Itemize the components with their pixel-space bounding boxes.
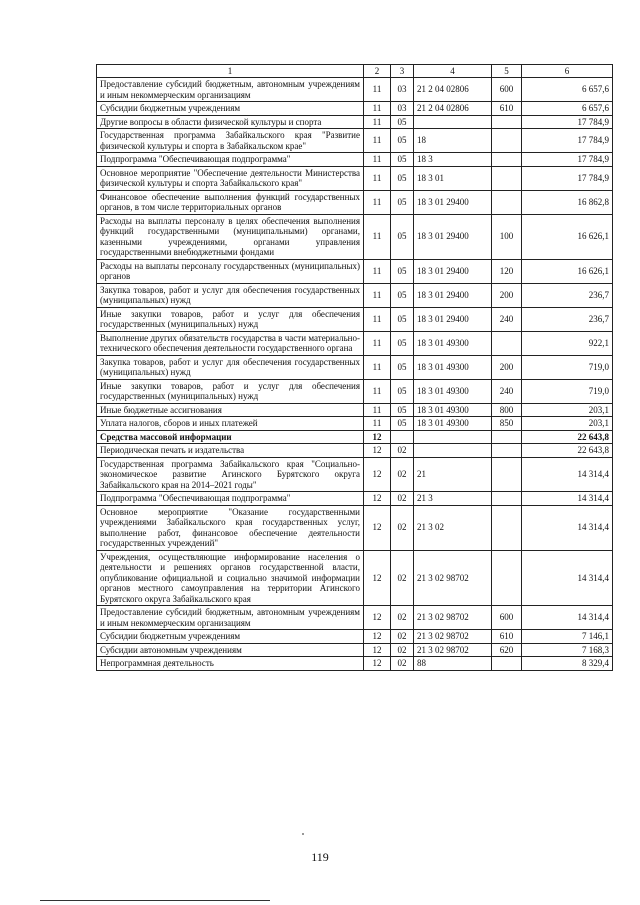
cell-section: 11 bbox=[364, 355, 391, 379]
cell-section: 11 bbox=[364, 153, 391, 167]
cell-subsection: 05 bbox=[391, 355, 414, 379]
cell-name: Предоставление субсидий бюджетным, автономным учреждениям и иным некоммерческим организациям bbox=[97, 606, 364, 630]
column-header: 5 bbox=[492, 65, 522, 78]
cell-target-article: 18 3 01 bbox=[414, 166, 492, 190]
cell-expense-type: 200 bbox=[492, 355, 522, 379]
cell-section: 12 bbox=[364, 457, 391, 492]
table-row bbox=[97, 430, 613, 444]
cell-name: Средства массовой информации bbox=[97, 430, 364, 444]
cell-name: Иные бюджетные ассигнования bbox=[97, 403, 364, 417]
cell-expense-type: 120 bbox=[492, 259, 522, 283]
header-row bbox=[97, 65, 613, 78]
cell-section: 12 bbox=[364, 606, 391, 630]
cell-subsection: 05 bbox=[391, 153, 414, 167]
cell-target-article: 18 3 bbox=[414, 153, 492, 167]
table-row bbox=[97, 505, 613, 550]
table-row bbox=[97, 457, 613, 492]
table-row bbox=[97, 657, 613, 671]
cell-subsection: 02 bbox=[391, 657, 414, 671]
cell-target-article: 18 3 01 49300 bbox=[414, 355, 492, 379]
cell-subsection: 05 bbox=[391, 129, 414, 153]
footer-rule bbox=[40, 900, 270, 901]
cell-name: Расходы на выплаты персоналу государственных (муниципальных) органов bbox=[97, 259, 364, 283]
table-row bbox=[97, 331, 613, 355]
cell-section: 12 bbox=[364, 430, 391, 444]
table-row bbox=[97, 606, 613, 630]
table-row bbox=[97, 166, 613, 190]
table-row bbox=[97, 643, 613, 657]
cell-expense-type bbox=[492, 129, 522, 153]
cell-expense-type: 620 bbox=[492, 643, 522, 657]
cell-section: 11 bbox=[364, 214, 391, 259]
cell-section: 11 bbox=[364, 102, 391, 116]
cell-name: Субсидии бюджетным учреждениям bbox=[97, 630, 364, 644]
table-row bbox=[97, 444, 613, 458]
cell-amount: 16 626,1 bbox=[522, 214, 613, 259]
column-header: 2 bbox=[364, 65, 391, 78]
cell-target-article: 18 3 01 49300 bbox=[414, 379, 492, 403]
cell-section: 11 bbox=[364, 283, 391, 307]
cell-expense-type bbox=[492, 505, 522, 550]
budget-table bbox=[96, 64, 613, 671]
cell-name: Финансовое обеспечение выполнения функций государственных органов, в том числе территориальных органов bbox=[97, 190, 364, 214]
cell-amount: 8 329,4 bbox=[522, 657, 613, 671]
cell-expense-type bbox=[492, 166, 522, 190]
cell-name: Основное мероприятие "Обеспечение деятельности Министерства физической культуры и спорта Забайкальского края" bbox=[97, 166, 364, 190]
cell-target-article: 18 3 01 29400 bbox=[414, 214, 492, 259]
cell-subsection: 05 bbox=[391, 214, 414, 259]
cell-target-article: 18 3 01 29400 bbox=[414, 190, 492, 214]
cell-name: Другие вопросы в области физической культуры и спорта bbox=[97, 115, 364, 129]
cell-subsection: 02 bbox=[391, 457, 414, 492]
cell-amount: 7 168,3 bbox=[522, 643, 613, 657]
cell-expense-type bbox=[492, 430, 522, 444]
cell-subsection: 05 bbox=[391, 403, 414, 417]
cell-subsection: 05 bbox=[391, 331, 414, 355]
cell-subsection: 05 bbox=[391, 115, 414, 129]
cell-subsection: 05 bbox=[391, 307, 414, 331]
cell-expense-type: 240 bbox=[492, 379, 522, 403]
column-header: 6 bbox=[522, 65, 613, 78]
table-row bbox=[97, 550, 613, 606]
cell-amount: 14 314,4 bbox=[522, 505, 613, 550]
cell-target-article: 18 bbox=[414, 129, 492, 153]
cell-name: Подпрограмма "Обеспечивающая подпрограмма" bbox=[97, 153, 364, 167]
cell-amount: 14 314,4 bbox=[522, 492, 613, 506]
table-row bbox=[97, 214, 613, 259]
cell-expense-type: 850 bbox=[492, 417, 522, 431]
cell-target-article: 88 bbox=[414, 657, 492, 671]
scan-dot bbox=[302, 833, 304, 835]
cell-amount: 16 626,1 bbox=[522, 259, 613, 283]
cell-amount: 16 862,8 bbox=[522, 190, 613, 214]
cell-amount: 22 643,8 bbox=[522, 430, 613, 444]
cell-name: Основное мероприятие "Оказание государственными учреждениями Забайкальского края государственных услуг, выполнение работ, финансовое обеспечение деятельности государственных учреждений" bbox=[97, 505, 364, 550]
cell-target-article bbox=[414, 444, 492, 458]
table-body bbox=[97, 78, 613, 671]
cell-subsection: 05 bbox=[391, 283, 414, 307]
cell-expense-type: 800 bbox=[492, 403, 522, 417]
cell-amount: 6 657,6 bbox=[522, 78, 613, 102]
table-row bbox=[97, 102, 613, 116]
cell-expense-type bbox=[492, 190, 522, 214]
cell-name: Учреждения, осуществляющие информирование населения о деятельности и решениях органов государственной власти, опубликование официальной и социально значимой информации органов местного самоуправления на территории Агинского Бурятского округа Забайкальского края bbox=[97, 550, 364, 606]
cell-section: 11 bbox=[364, 259, 391, 283]
cell-subsection: 02 bbox=[391, 630, 414, 644]
cell-expense-type bbox=[492, 331, 522, 355]
cell-section: 11 bbox=[364, 417, 391, 431]
cell-expense-type bbox=[492, 444, 522, 458]
cell-target-article: 21 bbox=[414, 457, 492, 492]
cell-subsection: 02 bbox=[391, 550, 414, 606]
cell-amount: 14 314,4 bbox=[522, 457, 613, 492]
cell-target-article: 21 3 02 98702 bbox=[414, 606, 492, 630]
cell-target-article: 18 3 01 49300 bbox=[414, 403, 492, 417]
cell-target-article: 18 3 01 49300 bbox=[414, 417, 492, 431]
cell-name: Непрограммная деятельность bbox=[97, 657, 364, 671]
cell-expense-type: 600 bbox=[492, 78, 522, 102]
cell-section: 11 bbox=[364, 166, 391, 190]
cell-subsection: 02 bbox=[391, 643, 414, 657]
cell-amount: 22 643,8 bbox=[522, 444, 613, 458]
cell-section: 11 bbox=[364, 115, 391, 129]
cell-target-article: 21 3 02 98702 bbox=[414, 630, 492, 644]
cell-section: 11 bbox=[364, 307, 391, 331]
table-row bbox=[97, 259, 613, 283]
cell-target-article: 18 3 01 29400 bbox=[414, 307, 492, 331]
cell-section: 12 bbox=[364, 505, 391, 550]
cell-amount: 17 784,9 bbox=[522, 166, 613, 190]
cell-target-article: 21 3 02 bbox=[414, 505, 492, 550]
cell-subsection: 02 bbox=[391, 492, 414, 506]
cell-subsection: 03 bbox=[391, 102, 414, 116]
cell-section: 11 bbox=[364, 129, 391, 153]
cell-subsection: 05 bbox=[391, 166, 414, 190]
cell-target-article: 18 3 01 49300 bbox=[414, 331, 492, 355]
cell-section: 12 bbox=[364, 550, 391, 606]
cell-name: Иные закупки товаров, работ и услуг для обеспечения государственных (муниципальных) нужд bbox=[97, 379, 364, 403]
cell-target-article: 21 3 bbox=[414, 492, 492, 506]
cell-name: Уплата налогов, сборов и иных платежей bbox=[97, 417, 364, 431]
cell-target-article: 21 3 02 98702 bbox=[414, 550, 492, 606]
cell-amount: 203,1 bbox=[522, 403, 613, 417]
cell-section: 12 bbox=[364, 657, 391, 671]
table-row bbox=[97, 153, 613, 167]
column-header: 1 bbox=[97, 65, 364, 78]
cell-amount: 203,1 bbox=[522, 417, 613, 431]
cell-expense-type: 610 bbox=[492, 630, 522, 644]
cell-expense-type bbox=[492, 115, 522, 129]
cell-section: 11 bbox=[364, 331, 391, 355]
cell-section: 12 bbox=[364, 643, 391, 657]
cell-expense-type: 600 bbox=[492, 606, 522, 630]
table-row bbox=[97, 78, 613, 102]
cell-expense-type bbox=[492, 657, 522, 671]
table-row bbox=[97, 190, 613, 214]
cell-subsection: 05 bbox=[391, 190, 414, 214]
cell-amount: 719,0 bbox=[522, 355, 613, 379]
cell-section: 12 bbox=[364, 492, 391, 506]
cell-name: Субсидии бюджетным учреждениям bbox=[97, 102, 364, 116]
page-number: 119 bbox=[311, 850, 329, 864]
cell-expense-type bbox=[492, 550, 522, 606]
cell-amount: 17 784,9 bbox=[522, 153, 613, 167]
cell-name: Предоставление субсидий бюджетным, автономным учреждениям и иным некоммерческим организациям bbox=[97, 78, 364, 102]
table-row bbox=[97, 403, 613, 417]
cell-expense-type: 100 bbox=[492, 214, 522, 259]
cell-expense-type: 610 bbox=[492, 102, 522, 116]
cell-target-article: 18 3 01 29400 bbox=[414, 283, 492, 307]
cell-section: 12 bbox=[364, 630, 391, 644]
cell-expense-type bbox=[492, 457, 522, 492]
cell-section: 11 bbox=[364, 403, 391, 417]
table-row bbox=[97, 417, 613, 431]
cell-name: Закупка товаров, работ и услуг для обеспечения государственных (муниципальных) нужд bbox=[97, 355, 364, 379]
cell-subsection: 05 bbox=[391, 417, 414, 431]
table-row bbox=[97, 379, 613, 403]
cell-target-article: 21 2 04 02806 bbox=[414, 102, 492, 116]
cell-subsection: 05 bbox=[391, 259, 414, 283]
cell-name: Периодическая печать и издательства bbox=[97, 444, 364, 458]
cell-name: Государственная программа Забайкальского края "Социально-экономическое развитие Агинского Бурятского округа Забайкальского края на 2014–2021 годы" bbox=[97, 457, 364, 492]
cell-subsection: 02 bbox=[391, 505, 414, 550]
cell-subsection: 02 bbox=[391, 606, 414, 630]
cell-name: Выполнение других обязательств государства в части материально-технического обеспечения деятельности государственного органа bbox=[97, 331, 364, 355]
cell-name: Подпрограмма "Обеспечивающая подпрограмма" bbox=[97, 492, 364, 506]
cell-amount: 719,0 bbox=[522, 379, 613, 403]
cell-amount: 14 314,4 bbox=[522, 606, 613, 630]
cell-name: Иные закупки товаров, работ и услуг для обеспечения государственных (муниципальных) нужд bbox=[97, 307, 364, 331]
cell-expense-type bbox=[492, 492, 522, 506]
cell-amount: 17 784,9 bbox=[522, 115, 613, 129]
cell-amount: 6 657,6 bbox=[522, 102, 613, 116]
cell-section: 11 bbox=[364, 190, 391, 214]
cell-target-article bbox=[414, 430, 492, 444]
cell-amount: 236,7 bbox=[522, 307, 613, 331]
cell-subsection: 05 bbox=[391, 379, 414, 403]
cell-amount: 7 146,1 bbox=[522, 630, 613, 644]
cell-expense-type bbox=[492, 153, 522, 167]
cell-target-article bbox=[414, 115, 492, 129]
table-row bbox=[97, 630, 613, 644]
cell-name: Субсидии автономным учреждениям bbox=[97, 643, 364, 657]
cell-subsection: 02 bbox=[391, 444, 414, 458]
cell-target-article: 18 3 01 29400 bbox=[414, 259, 492, 283]
cell-expense-type: 240 bbox=[492, 307, 522, 331]
cell-amount: 922,1 bbox=[522, 331, 613, 355]
cell-target-article: 21 3 02 98702 bbox=[414, 643, 492, 657]
cell-section: 12 bbox=[364, 444, 391, 458]
cell-subsection bbox=[391, 430, 414, 444]
cell-amount: 236,7 bbox=[522, 283, 613, 307]
table-row bbox=[97, 492, 613, 506]
cell-subsection: 03 bbox=[391, 78, 414, 102]
cell-name: Государственная программа Забайкальского края "Развитие физической культуры и спорта в Забайкальском крае" bbox=[97, 129, 364, 153]
cell-name: Закупка товаров, работ и услуг для обеспечения государственных (муниципальных) нужд bbox=[97, 283, 364, 307]
cell-name: Расходы на выплаты персоналу в целях обеспечения выполнения функций государственными (муниципальными) органами, казенными учреждениями, органами управления государственными внебюджетными фондами bbox=[97, 214, 364, 259]
table-row bbox=[97, 129, 613, 153]
table-row bbox=[97, 355, 613, 379]
column-header: 4 bbox=[414, 65, 492, 78]
cell-section: 11 bbox=[364, 379, 391, 403]
table-row bbox=[97, 115, 613, 129]
cell-expense-type: 200 bbox=[492, 283, 522, 307]
cell-section: 11 bbox=[364, 78, 391, 102]
column-header: 3 bbox=[391, 65, 414, 78]
table-row bbox=[97, 307, 613, 331]
cell-target-article: 21 2 04 02806 bbox=[414, 78, 492, 102]
table-row bbox=[97, 283, 613, 307]
cell-amount: 17 784,9 bbox=[522, 129, 613, 153]
cell-amount: 14 314,4 bbox=[522, 550, 613, 606]
